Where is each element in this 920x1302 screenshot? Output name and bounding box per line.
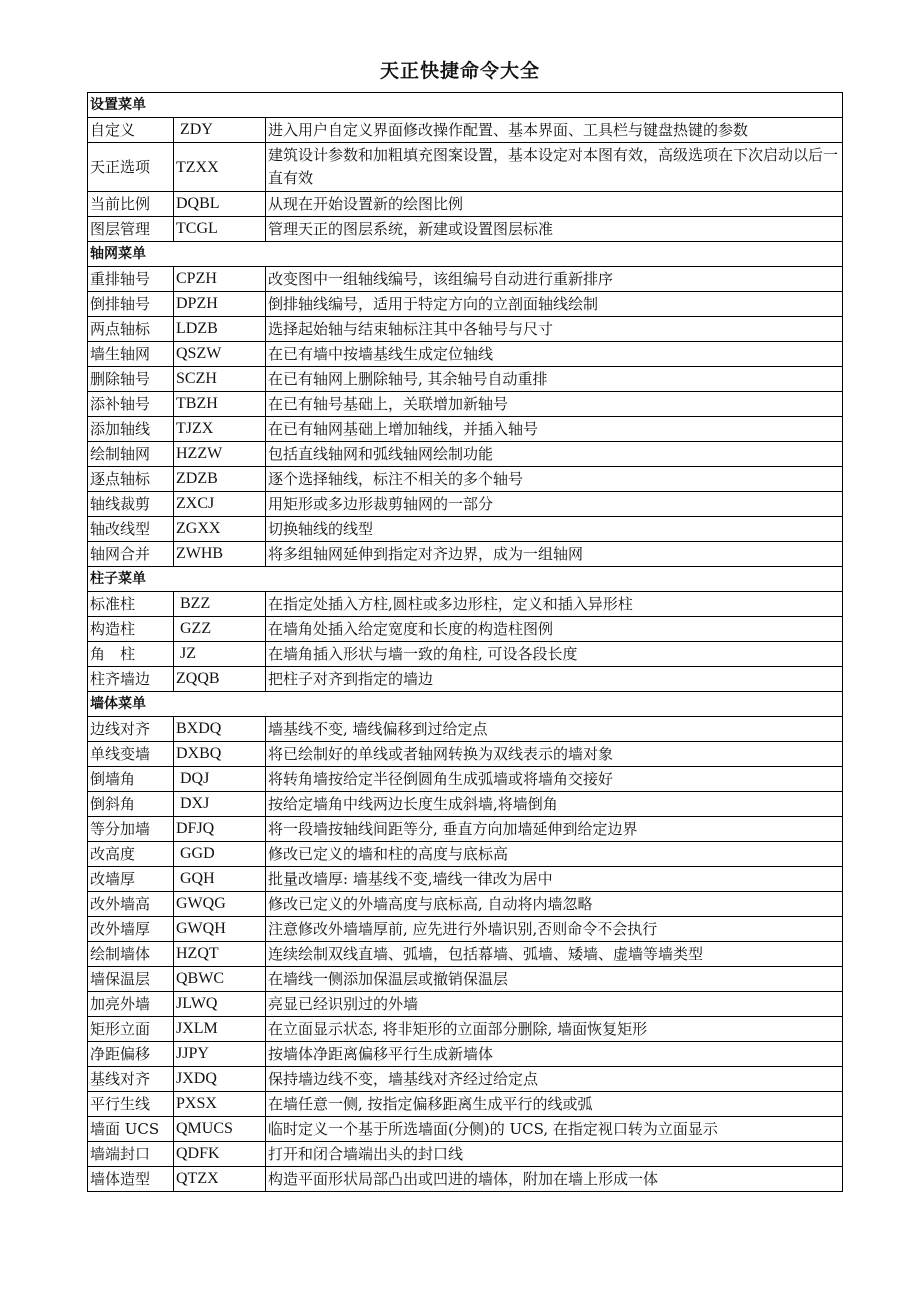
shortcut-code-cell: PXSX xyxy=(174,1092,266,1117)
section-header: 墙体菜单 xyxy=(88,692,843,717)
shortcut-code-cell: JXLM xyxy=(174,1017,266,1042)
shortcut-code-cell: HZZW xyxy=(174,442,266,467)
table-row xyxy=(88,967,843,992)
shortcut-code-cell: ZGXX xyxy=(174,517,266,542)
table-row xyxy=(88,1092,843,1117)
command-name-cell: 改外墙高 xyxy=(88,892,174,917)
description-cell: 构造平面形状局部凸出或凹进的墙体，附加在墙上形成一体 xyxy=(266,1167,843,1192)
command-name-cell: 图层管理 xyxy=(88,217,174,242)
table-row xyxy=(88,642,843,667)
shortcut-code-cell: TBZH xyxy=(174,392,266,417)
description-cell: 将多组轴网延伸到指定对齐边界，成为一组轴网 xyxy=(266,542,843,567)
command-name-cell: 轴线裁剪 xyxy=(88,492,174,517)
command-name-cell: 墙生轴网 xyxy=(88,342,174,367)
shortcut-code-cell: GGD xyxy=(174,842,266,867)
description-cell: 按墙体净距离偏移平行生成新墙体 xyxy=(266,1042,843,1067)
command-name-cell: 单线变墙 xyxy=(88,742,174,767)
command-table-body xyxy=(88,93,843,1192)
shortcut-code-cell: JZ xyxy=(174,642,266,667)
table-row xyxy=(88,892,843,917)
shortcut-code-cell: QBWC xyxy=(174,967,266,992)
command-name-cell: 基线对齐 xyxy=(88,1067,174,1092)
shortcut-code-cell: QDFK xyxy=(174,1142,266,1167)
table-row xyxy=(88,442,843,467)
section-header: 轴网菜单 xyxy=(88,242,843,267)
shortcut-code-cell: LDZB xyxy=(174,317,266,342)
table-row xyxy=(88,292,843,317)
shortcut-code-cell: JJPY xyxy=(174,1042,266,1067)
command-name-cell: 删除轴号 xyxy=(88,367,174,392)
command-name-cell: 等分加墙 xyxy=(88,817,174,842)
table-row xyxy=(88,342,843,367)
command-name-cell: 角 柱 xyxy=(88,642,174,667)
shortcut-code-cell: ZWHB xyxy=(174,542,266,567)
shortcut-code-cell: TZXX xyxy=(174,143,266,192)
shortcut-code-cell: TCGL xyxy=(174,217,266,242)
shortcut-code-cell: SCZH xyxy=(174,367,266,392)
description-cell: 改变图中一组轴线编号，该组编号自动进行重新排序 xyxy=(266,267,843,292)
description-cell: 包括直线轴网和弧线轴网绘制功能 xyxy=(266,442,843,467)
shortcut-code-cell: QSZW xyxy=(174,342,266,367)
description-cell: 从现在开始设置新的绘图比例 xyxy=(266,192,843,217)
table-row xyxy=(88,492,843,517)
description-cell: 用矩形或多边形裁剪轴网的一部分 xyxy=(266,492,843,517)
table-row xyxy=(88,667,843,692)
description-cell: 打开和闭合墙端出头的封口线 xyxy=(266,1142,843,1167)
shortcut-code-cell: ZXCJ xyxy=(174,492,266,517)
command-name-cell: 添补轴号 xyxy=(88,392,174,417)
shortcut-code-cell: HZQT xyxy=(174,942,266,967)
section-header: 柱子菜单 xyxy=(88,567,843,592)
table-row xyxy=(88,217,843,242)
table-row xyxy=(88,867,843,892)
command-name-cell: 矩形立面 xyxy=(88,1017,174,1042)
table-row xyxy=(88,842,843,867)
table-row xyxy=(88,592,843,617)
table-row xyxy=(88,1042,843,1067)
description-cell: 修改已定义的外墙高度与底标高, 自动将内墙忽略 xyxy=(266,892,843,917)
description-cell: 在已有轴号基础上，关联增加新轴号 xyxy=(266,392,843,417)
description-cell: 墙基线不变, 墙线偏移到过给定点 xyxy=(266,717,843,742)
section-header-row xyxy=(88,242,843,267)
command-name-cell: 墙体造型 xyxy=(88,1167,174,1192)
shortcut-code-cell: GWQH xyxy=(174,917,266,942)
command-name-cell: 墙端封口 xyxy=(88,1142,174,1167)
table-row xyxy=(88,467,843,492)
description-cell: 把柱子对齐到指定的墙边 xyxy=(266,667,843,692)
shortcut-code-cell: DXBQ xyxy=(174,742,266,767)
table-row xyxy=(88,367,843,392)
command-name-cell: 自定义 xyxy=(88,118,174,143)
section-header-row xyxy=(88,692,843,717)
table-row xyxy=(88,517,843,542)
description-cell: 连续绘制双线直墙、弧墙，包括幕墙、弧墙、矮墙、虚墙等墙类型 xyxy=(266,942,843,967)
description-cell: 选择起始轴与结束轴标注其中各轴号与尺寸 xyxy=(266,317,843,342)
table-row xyxy=(88,317,843,342)
shortcut-code-cell: DXJ xyxy=(174,792,266,817)
table-row xyxy=(88,1142,843,1167)
description-cell: 在立面显示状态, 将非矩形的立面部分删除, 墙面恢复矩形 xyxy=(266,1017,843,1042)
command-name-cell: 绘制墙体 xyxy=(88,942,174,967)
description-cell: 按给定墙角中线两边长度生成斜墙,将墙倒角 xyxy=(266,792,843,817)
table-row xyxy=(88,792,843,817)
description-cell: 在已有轴网基础上增加轴线，并插入轴号 xyxy=(266,417,843,442)
description-cell: 在已有墙中按墙基线生成定位轴线 xyxy=(266,342,843,367)
shortcut-code-cell: GZZ xyxy=(174,617,266,642)
table-row xyxy=(88,143,843,192)
section-header-row xyxy=(88,567,843,592)
description-cell: 将转角墙按给定半径倒圆角生成弧墙或将墙角交接好 xyxy=(266,767,843,792)
table-row xyxy=(88,192,843,217)
table-row xyxy=(88,617,843,642)
description-cell: 建筑设计参数和加粗填充图案设置，基本设定对本图有效，高级选项在下次启动以后一直有效 xyxy=(266,143,843,192)
command-name-cell: 绘制轴网 xyxy=(88,442,174,467)
description-cell: 倒排轴线编号，适用于特定方向的立剖面轴线绘制 xyxy=(266,292,843,317)
shortcut-code-cell: DQBL xyxy=(174,192,266,217)
table-row xyxy=(88,1017,843,1042)
description-cell: 临时定义一个基于所选墙面(分侧)的 UCS, 在指定视口转为立面显示 xyxy=(266,1117,843,1142)
command-name-cell: 逐点轴标 xyxy=(88,467,174,492)
command-name-cell: 边线对齐 xyxy=(88,717,174,742)
shortcut-code-cell: ZDY xyxy=(174,118,266,143)
table-row xyxy=(88,267,843,292)
table-row xyxy=(88,992,843,1017)
command-name-cell: 改外墙厚 xyxy=(88,917,174,942)
description-cell: 在墙角处插入给定宽度和长度的构造柱图例 xyxy=(266,617,843,642)
table-row xyxy=(88,942,843,967)
description-cell: 逐个选择轴线，标注不相关的多个轴号 xyxy=(266,467,843,492)
description-cell: 切换轴线的线型 xyxy=(266,517,843,542)
command-name-cell: 添加轴线 xyxy=(88,417,174,442)
table-row xyxy=(88,118,843,143)
command-name-cell: 净距偏移 xyxy=(88,1042,174,1067)
command-name-cell: 墙保温层 xyxy=(88,967,174,992)
command-name-cell: 构造柱 xyxy=(88,617,174,642)
table-row xyxy=(88,417,843,442)
shortcut-code-cell: GWQG xyxy=(174,892,266,917)
shortcut-code-cell: DPZH xyxy=(174,292,266,317)
description-cell: 批量改墙厚: 墙基线不变,墙线一律改为居中 xyxy=(266,867,843,892)
command-name-cell: 平行生线 xyxy=(88,1092,174,1117)
description-cell: 进入用户自定义界面修改操作配置、基本界面、工具栏与键盘热键的参数 xyxy=(266,118,843,143)
shortcut-code-cell: GQH xyxy=(174,867,266,892)
description-cell: 在指定处插入方柱,圆柱或多边形柱，定义和插入异形柱 xyxy=(266,592,843,617)
description-cell: 将已绘制好的单线或者轴网转换为双线表示的墙对象 xyxy=(266,742,843,767)
command-name-cell: 标准柱 xyxy=(88,592,174,617)
table-row xyxy=(88,1067,843,1092)
description-cell: 保持墙边线不变，墙基线对齐经过给定点 xyxy=(266,1067,843,1092)
command-name-cell: 轴网合并 xyxy=(88,542,174,567)
table-row xyxy=(88,1117,843,1142)
command-name-cell: 改高度 xyxy=(88,842,174,867)
shortcut-code-cell: JLWQ xyxy=(174,992,266,1017)
command-name-cell: 倒斜角 xyxy=(88,792,174,817)
table-row xyxy=(88,767,843,792)
command-name-cell: 柱齐墙边 xyxy=(88,667,174,692)
shortcut-code-cell: BZZ xyxy=(174,592,266,617)
description-cell: 将一段墙按轴线间距等分, 垂直方向加墙延伸到给定边界 xyxy=(266,817,843,842)
section-header-row xyxy=(88,93,843,118)
table-row xyxy=(88,1167,843,1192)
shortcut-code-cell: DFJQ xyxy=(174,817,266,842)
shortcut-code-cell: BXDQ xyxy=(174,717,266,742)
table-row xyxy=(88,917,843,942)
command-name-cell: 倒排轴号 xyxy=(88,292,174,317)
description-cell: 亮显已经识别过的外墙 xyxy=(266,992,843,1017)
shortcut-code-cell: DQJ xyxy=(174,767,266,792)
table-row xyxy=(88,542,843,567)
document-title: 天正快捷命令大全 xyxy=(379,60,540,82)
command-name-cell: 墙面 UCS xyxy=(88,1117,174,1142)
shortcut-code-cell: TJZX xyxy=(174,417,266,442)
shortcut-code-cell: CPZH xyxy=(174,267,266,292)
description-cell: 在墙线一侧添加保温层或撤销保温层 xyxy=(266,967,843,992)
command-name-cell: 当前比例 xyxy=(88,192,174,217)
command-table xyxy=(87,92,843,1192)
command-name-cell: 轴改线型 xyxy=(88,517,174,542)
table-row xyxy=(88,742,843,767)
shortcut-code-cell: JXDQ xyxy=(174,1067,266,1092)
shortcut-code-cell: QMUCS xyxy=(174,1117,266,1142)
table-row xyxy=(88,717,843,742)
description-cell: 注意修改外墙墙厚前, 应先进行外墙识别,否则命令不会执行 xyxy=(266,917,843,942)
description-cell: 在墙角插入形状与墙一致的角柱, 可设各段长度 xyxy=(266,642,843,667)
shortcut-code-cell: ZDZB xyxy=(174,467,266,492)
command-name-cell: 倒墙角 xyxy=(88,767,174,792)
command-name-cell: 重排轴号 xyxy=(88,267,174,292)
table-row xyxy=(88,817,843,842)
table-row xyxy=(88,392,843,417)
command-name-cell: 改墙厚 xyxy=(88,867,174,892)
shortcut-code-cell: ZQQB xyxy=(174,667,266,692)
description-cell: 在已有轴网上删除轴号, 其余轴号自动重排 xyxy=(266,367,843,392)
description-cell: 管理天正的图层系统，新建或设置图层标准 xyxy=(266,217,843,242)
description-cell: 在墙任意一侧, 按指定偏移距离生成平行的线或弧 xyxy=(266,1092,843,1117)
shortcut-code-cell: QTZX xyxy=(174,1167,266,1192)
description-cell: 修改已定义的墙和柱的高度与底标高 xyxy=(266,842,843,867)
command-name-cell: 两点轴标 xyxy=(88,317,174,342)
command-name-cell: 加亮外墙 xyxy=(88,992,174,1017)
section-header: 设置菜单 xyxy=(88,93,843,118)
command-name-cell: 天正选项 xyxy=(88,143,174,192)
